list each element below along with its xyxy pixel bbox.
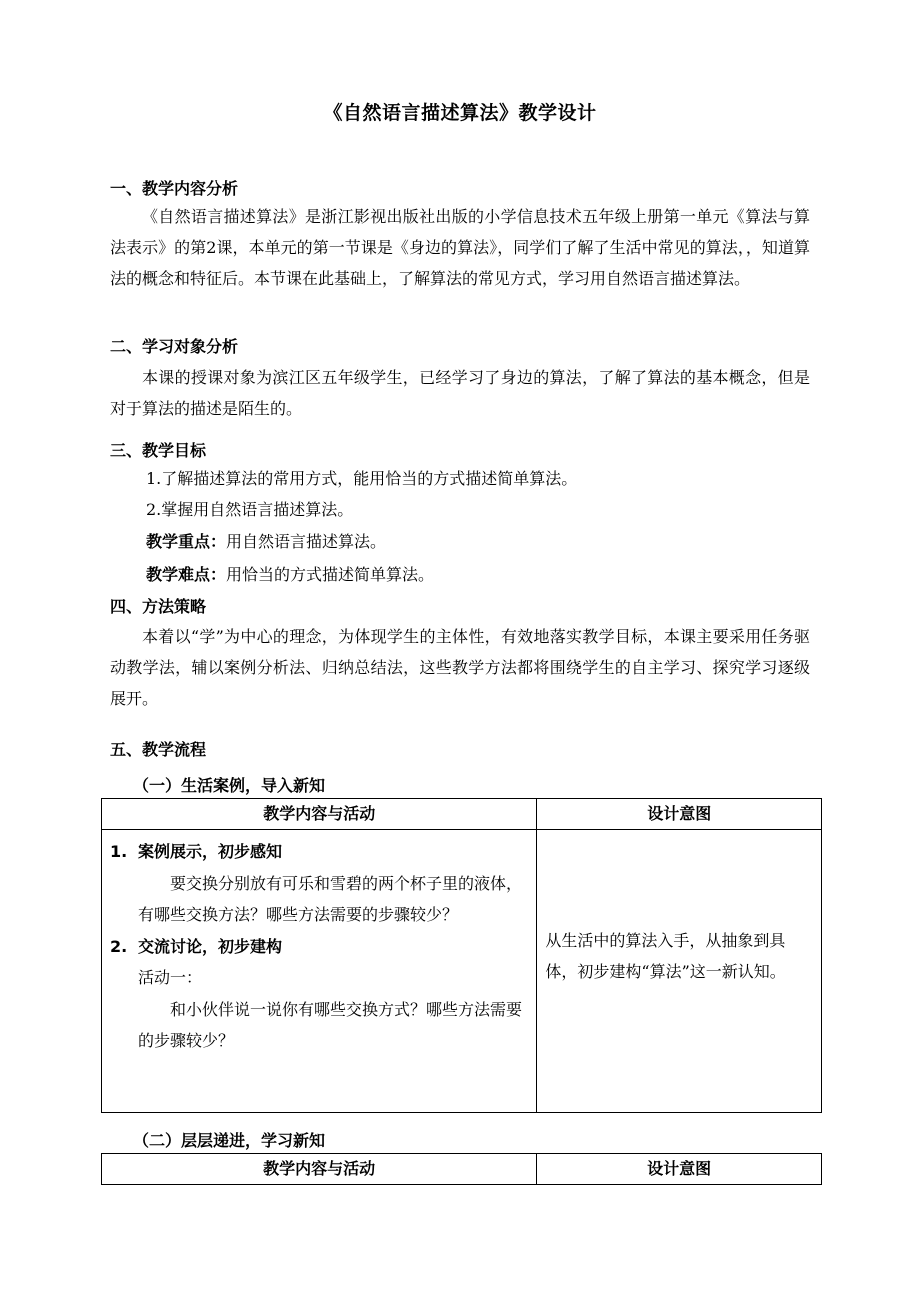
- section-heading-process: 五、教学流程: [110, 740, 207, 759]
- activities-cell: [102, 830, 537, 1113]
- methods-paragraph: 本着以“学”为中心的理念，为体现学生的主体性，有效地落实教学目标，本课主要采用任务驱动教学法，辅以案例分析法、归纳总结法，这些教学方法都将围绕学生的自主学习、探究学习逐级展开。: [110, 627, 810, 708]
- difficult-point-text: 用恰当的方式描述简单算法。: [226, 565, 435, 584]
- section-heading-content-analysis: 一、教学内容分析: [110, 179, 239, 198]
- objective-item-1: 1.了解描述算法的常用方式，能用恰当的方式描述简单算法。: [146, 469, 578, 488]
- section-heading-methods: 四、方法策略: [110, 597, 207, 616]
- document-title: 《自然语言描述算法》教学设计: [323, 102, 597, 124]
- intent-text: 从生活中的算法入手，从抽象到具体，初步建构“算法”这一新认知。: [545, 930, 786, 981]
- table-header-intent: 设计意图: [537, 799, 822, 830]
- objective-item-2: 2.掌握用自然语言描述算法。: [146, 500, 354, 519]
- section-heading-learner-analysis: 二、学习对象分析: [110, 337, 239, 356]
- table-header-activities: 教学内容与活动: [102, 799, 537, 830]
- key-point: [146, 529, 386, 552]
- process-part-1-heading: （一）生活案例，导入新知: [133, 776, 326, 795]
- activity-item-2-title: 2. 交流讨论，初步建构: [110, 936, 283, 956]
- key-point-text: 用自然语言描述算法。: [226, 532, 387, 551]
- process-part-2-heading: （二）层层递进，学习新知: [133, 1131, 326, 1150]
- learner-analysis-paragraph: 本课的授课对象为滨江区五年级学生，已经学习了身边的算法，了解了算法的基本概念，但是对于算法的描述是陌生的。: [110, 368, 810, 418]
- intent-cell: [537, 830, 822, 1113]
- process-part-2-table: [101, 1153, 822, 1185]
- table-header-activities: 教学内容与活动: [102, 1154, 537, 1185]
- content-analysis-paragraph: 《自然语言描述算法》是浙江影视出版社出版的小学信息技术五年级上册第一单元《算法与算法表示》的第2课，本单元的第一节课是《身边的算法》，同学们了解了生活中常见的算法，，知道算法的概念和特征后。本节课在此基础上，了解算法的常见方式，学习用自然语言描述算法。: [110, 207, 810, 288]
- activity-item-1-text: 要交换分别放有可乐和雪碧的两个杯子里的液体，有哪些交换方法？哪些方法需要的步骤较少？: [138, 873, 523, 924]
- difficult-point: [146, 562, 434, 585]
- activity-label: 活动一：: [138, 968, 203, 987]
- activity-item-1-title: 1. 案例展示，初步感知: [110, 842, 283, 861]
- process-part-1-table: [101, 798, 822, 1113]
- section-heading-objectives: 三、教学目标: [110, 441, 207, 460]
- table-header-intent: 设计意图: [537, 1154, 822, 1185]
- key-point-label: 教学重点：: [146, 532, 227, 551]
- activity-text: 和小伙伴说一说你有哪些交换方式？哪些方法需要的步骤较少？: [138, 999, 523, 1050]
- difficult-point-label: 教学难点：: [146, 565, 227, 584]
